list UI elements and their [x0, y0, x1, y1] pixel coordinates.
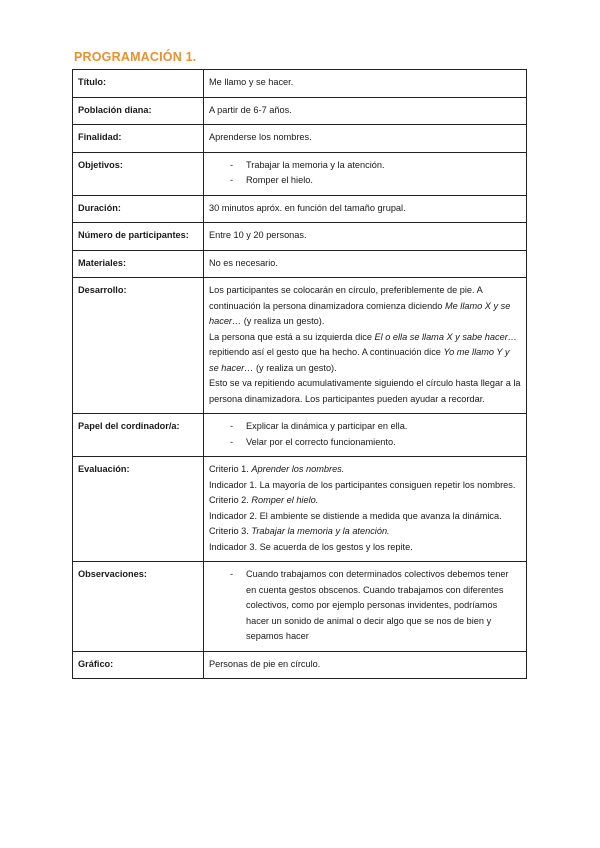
criterio-3 — [209, 524, 521, 540]
text: Criterio 1. — [209, 464, 252, 474]
indicador-3: Indicador 3. Se acuerda de los gestos y los repite. — [209, 541, 413, 552]
label-poblacion: Población diana: — [73, 97, 204, 125]
value-observaciones — [204, 562, 527, 652]
label-duracion: Duración: — [73, 195, 204, 223]
list-item: - Explicar la dinámica y participar en ella. — [209, 419, 521, 435]
label-observaciones: Observaciones: — [73, 562, 204, 652]
text: Criterio 3. — [209, 526, 252, 536]
row-desarrollo — [73, 278, 527, 414]
label-participantes: Número de participantes: — [73, 223, 204, 251]
page-title: PROGRAMACIÓN 1. — [74, 50, 197, 64]
italic-text: Yo me llamo Y y se hacer… — [209, 347, 510, 373]
italic-text: El o ella se llama X y sabe hacer… — [374, 331, 517, 342]
value-materiales: No es necesario. — [204, 250, 527, 278]
italic-text: Aprender los nombres. — [251, 464, 345, 474]
desarrollo-paragraph-2 — [209, 330, 521, 377]
value-duracion: 30 minutos apróx. en función del tamaño grupal. — [204, 195, 527, 223]
value-papel — [204, 414, 527, 457]
desarrollo-paragraph-3: Esto se va repitiendo acumulativamente siguiendo el círculo hasta llegar a la persona dinamizadora. Los participantes pueden ayudar a recordar. — [209, 378, 521, 404]
italic-text: Romper el hielo. — [251, 495, 319, 505]
list-item: - Velar por el correcto funcionamiento. — [209, 435, 521, 451]
label-papel: Papel del cordinador/a: — [73, 414, 204, 457]
value-evaluacion — [204, 457, 527, 562]
value-objetivos — [204, 152, 527, 195]
row-papel — [73, 414, 527, 457]
criterio-1 — [209, 462, 521, 478]
row-poblacion — [73, 97, 527, 125]
label-objetivos: Objetivos: — [73, 152, 204, 195]
value-poblacion: A partir de 6-7 años. — [204, 97, 527, 125]
desarrollo-paragraph-1 — [209, 283, 521, 330]
value-participantes: Entre 10 y 20 personas. — [204, 223, 527, 251]
text: (y realiza un gesto). — [253, 362, 337, 373]
value-desarrollo — [204, 278, 527, 414]
value-grafico: Personas de pie en círculo. — [204, 651, 527, 679]
text: Criterio 2. — [209, 495, 252, 505]
label-grafico: Gráfico: — [73, 651, 204, 679]
row-materiales — [73, 250, 527, 278]
indicador-1: Indicador 1. La mayoría de los participantes consiguen repetir los nombres. — [209, 479, 516, 490]
text: Los participantes se colocarán en círculo, preferiblemente de pie. A continuación la persona dinamizadora comienza diciendo — [209, 285, 483, 311]
row-evaluacion — [73, 457, 527, 562]
text: repitiendo así el gesto que ha hecho. A continuación dice — [209, 347, 444, 357]
row-duracion — [73, 195, 527, 223]
value-finalidad: Aprenderse los nombres. — [204, 125, 527, 153]
list-item: - Cuando trabajamos con determinados colectivos debemos tener en cuenta gestos obscenos. Cuando trabajamos con diferentes colectivos, como por ejemplo personas invidentes, podríamos hacer un sonido de animal o decir algo que se nos de bien y sepamos hacer — [209, 567, 521, 645]
value-titulo: Me llamo y se hacer. — [204, 70, 527, 98]
italic-text: Trabajar la memoria y la atención. — [251, 526, 390, 536]
row-finalidad — [73, 125, 527, 153]
row-participantes — [73, 223, 527, 251]
text: La persona que está a su izquierda dice — [209, 331, 375, 342]
list-item: - Trabajar la memoria y la atención. — [209, 158, 521, 174]
programacion-table — [72, 69, 527, 679]
label-desarrollo: Desarrollo: — [73, 278, 204, 414]
row-observaciones — [73, 562, 527, 652]
indicador-2: Indicador 2. El ambiente se distiende a medida que avanza la dinámica. — [209, 510, 502, 521]
text: (y realiza un gesto). — [241, 316, 325, 326]
row-objetivos — [73, 152, 527, 195]
label-materiales: Materiales: — [73, 250, 204, 278]
label-evaluacion: Evaluación: — [73, 457, 204, 562]
criterio-2 — [209, 493, 521, 509]
italic-text: Me llamo X y se hacer… — [209, 300, 511, 326]
list-item: - Romper el hielo. — [209, 173, 521, 189]
label-finalidad: Finalidad: — [73, 125, 204, 153]
label-titulo: Título: — [73, 70, 204, 98]
row-titulo — [73, 70, 527, 98]
row-grafico — [73, 651, 527, 679]
